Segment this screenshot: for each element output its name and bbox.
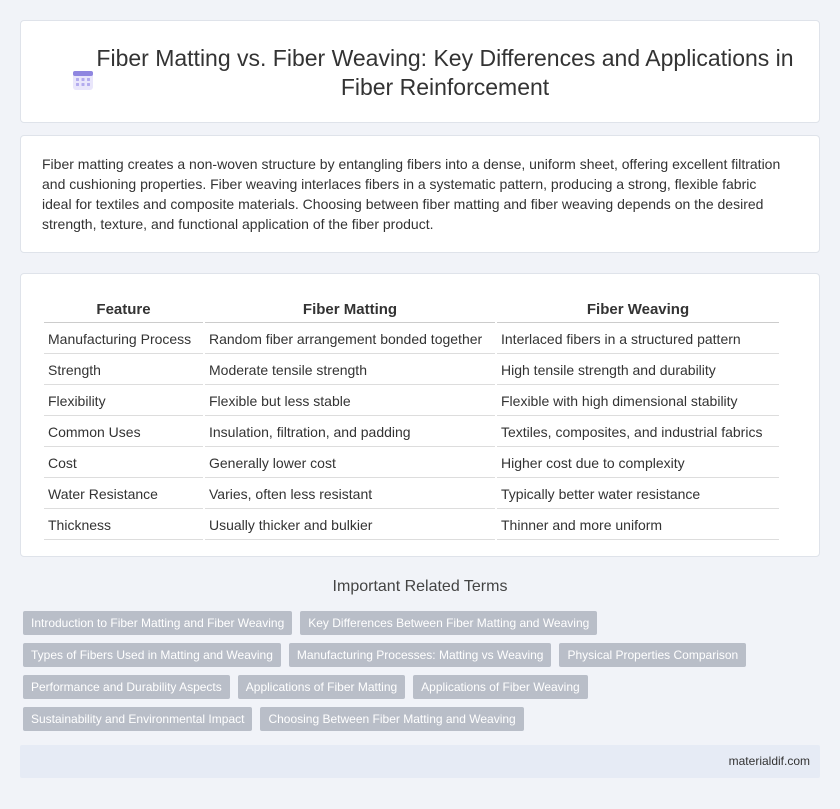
table-row	[44, 449, 779, 478]
table-cell: Flexible but less stable	[205, 387, 495, 416]
table-cell: Varies, often less resistant	[205, 480, 495, 509]
footer-site-link[interactable]: materialdif.com	[728, 754, 810, 768]
table-cell: Manufacturing Process	[44, 325, 203, 354]
table-row	[44, 325, 779, 354]
table-cell: Insulation, filtration, and padding	[205, 418, 495, 447]
related-tags-row	[23, 707, 524, 731]
related-term-link[interactable]: Introduction to Fiber Matting and Fiber Weaving	[23, 611, 292, 635]
page-title: Fiber Matting vs. Fiber Weaving: Key Differences and Applications in Fiber Reinforcement	[96, 45, 794, 100]
table-cell: Usually thicker and bulkier	[205, 511, 495, 540]
related-term-link[interactable]: Choosing Between Fiber Matting and Weaving	[260, 707, 523, 731]
table-cell: Random fiber arrangement bonded together	[205, 325, 495, 354]
table-row	[44, 480, 779, 509]
related-term-link[interactable]: Sustainability and Environmental Impact	[23, 707, 252, 731]
related-term-link[interactable]: Physical Properties Comparison	[559, 643, 746, 667]
column-header-fiber-matting: Fiber Matting	[205, 296, 495, 323]
table-cell: Textiles, composites, and industrial fabrics	[497, 418, 779, 447]
header-card	[20, 20, 820, 123]
table-cell: Interlaced fibers in a structured pattern	[497, 325, 779, 354]
related-tags-row	[23, 611, 597, 635]
table-cell: Flexible with high dimensional stability	[497, 387, 779, 416]
table-cell: Common Uses	[44, 418, 203, 447]
table-cell: Strength	[44, 356, 203, 385]
intro-card	[20, 135, 820, 253]
intro-paragraph: Fiber matting creates a non-woven structure by entangling fibers into a dense, uniform sheet, offering excellent filtration and cushioning properties. Fiber weaving interlaces fibers in a systematic pattern, producing a strong, flexible fabric ideal for textiles and composite materials. Choosing between fiber matting and fiber weaving depends on the desired strength, texture, and functional application of the fiber product.	[42, 156, 781, 232]
table-cell: High tensile strength and durability	[497, 356, 779, 385]
related-term-link[interactable]: Applications of Fiber Matting	[238, 675, 405, 699]
table-cell: Generally lower cost	[205, 449, 495, 478]
table-cell: Flexibility	[44, 387, 203, 416]
table-row	[44, 356, 779, 385]
table-cell: Water Resistance	[44, 480, 203, 509]
comparison-table	[42, 294, 781, 542]
table-row	[44, 418, 779, 447]
table-cell: Cost	[44, 449, 203, 478]
table-cell: Thickness	[44, 511, 203, 540]
comparison-table-card	[20, 273, 820, 557]
related-terms-title: Important Related Terms	[332, 578, 508, 595]
related-tags-row	[23, 675, 588, 699]
table-row	[44, 387, 779, 416]
footer	[20, 745, 820, 778]
table-cell: Higher cost due to complexity	[497, 449, 779, 478]
table-cell: Thinner and more uniform	[497, 511, 779, 540]
related-term-link[interactable]: Types of Fibers Used in Matting and Weaving	[23, 643, 281, 667]
related-term-link[interactable]: Applications of Fiber Weaving	[413, 675, 588, 699]
column-header-fiber-weaving: Fiber Weaving	[497, 296, 779, 323]
related-tags-row	[23, 643, 746, 667]
related-term-link[interactable]: Performance and Durability Aspects	[23, 675, 230, 699]
table-cell: Typically better water resistance	[497, 480, 779, 509]
table-header-row	[44, 296, 779, 323]
column-header-feature: Feature	[44, 296, 203, 323]
table-row	[44, 511, 779, 540]
related-term-link[interactable]: Manufacturing Processes: Matting vs Weaving	[289, 643, 552, 667]
table-cell: Moderate tensile strength	[205, 356, 495, 385]
related-term-link[interactable]: Key Differences Between Fiber Matting and Weaving	[300, 611, 597, 635]
